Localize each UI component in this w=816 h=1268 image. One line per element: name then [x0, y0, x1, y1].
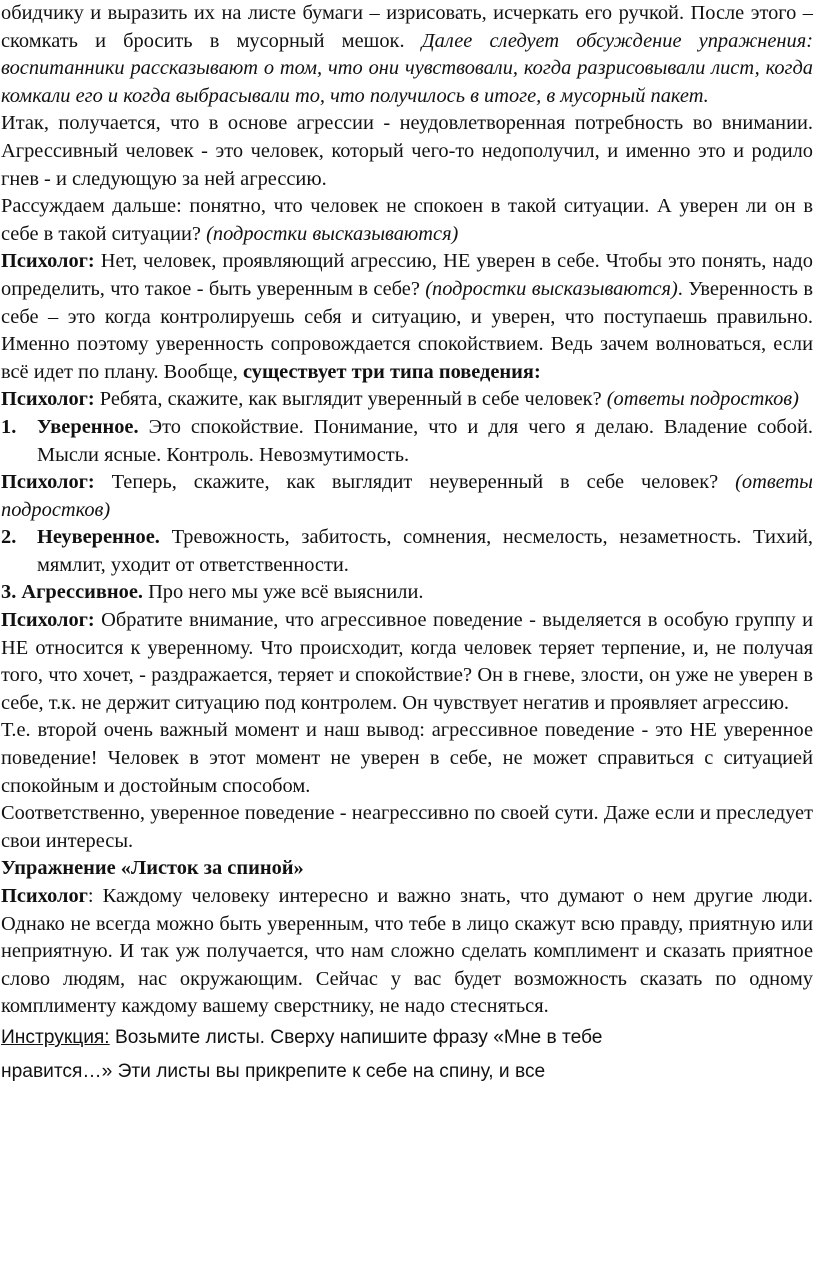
paragraph-exercise-end	[1, 0, 813, 110]
speaker-label: Психолог:	[1, 388, 95, 411]
list-item-confident	[1, 414, 813, 469]
paragraph-psychologist-confidence	[1, 248, 813, 386]
speaker-label: Психолог	[1, 885, 88, 907]
list-number: 2.	[1, 526, 17, 549]
paragraph-text: : Каждому человеку интересно и важно знать, что думают о нем другие люди. Однако не всегда можно быть уверенным, что тебе в лицо скажут всю правду, приятную или неприятную. И так уж получается, что нам сложно сделать комплимент и сказать приятное слово людям, нас окружающим. Сейчас у вас будет возможность сказать по одному комплименту каждому вашему сверстнику, не надо стесняться.	[1, 885, 813, 1018]
speaker-label: Психолог:	[1, 471, 95, 494]
list-item-body: Это спокойствие. Понимание, что и для чего я делаю. Владение собой. Мысли ясные. Контроль. Невозмутимость.	[37, 415, 813, 466]
list-item-insecure	[1, 524, 813, 579]
paragraph-text: . Уверенность в себе – это когда контролируешь себя и ситуацию, и уверен, что поступаешь правильно. Именно поэтому уверенность сопровождается спокойствием. Ведь зачем волноваться, если всё идет по плану. Вообще,	[1, 277, 813, 383]
paragraph-consequently: Соответственно, уверенное поведение - неагрессивно по своей сути. Даже если и преследует свои интересы.	[1, 802, 813, 852]
instruction-text: Возьмите листы. Сверху напишите фразу «Мне в тебе	[109, 1026, 603, 1048]
instruction-label: Инструкция:	[1, 1026, 110, 1048]
paragraph-psychologist-attention	[1, 607, 813, 717]
paragraph-bold-phrase: существует три типа поведения:	[242, 360, 541, 383]
list-item-title: 3. Агрессивное.	[1, 581, 143, 604]
instruction-line-1	[1, 1021, 813, 1055]
paragraph-italic-note: Далее следует обсуждение упражнения: воспитанники рассказывают о том, что они чувствовали, когда разрисовывали лист, когда комкали его и когда выбрасывали то, что получилось в итоге, в мусорный пакет.	[1, 29, 813, 107]
list-item-text	[37, 524, 813, 579]
paragraph-text: обидчику и выразить их на листе бумаги – изрисовать, исчеркать его ручкой. После этого – скомкать и бросить в мусорный мешок.	[1, 2, 813, 52]
paragraph-italic-note: (ответы подростков)	[606, 388, 799, 411]
paragraph-text: Обратите внимание, что агрессивное поведение - выделяется в особую группу и НЕ относится к уверенному. Что происходит, когда человек теряет терпение, и, не получая того, что хочет, - раздражается, теряет и спокойствие? Он в гневе, злости, он уже не уверен в себе, т.к. не держит ситуацию под контролем. Он чувствует негатив и проявляет агрессию.	[1, 609, 813, 714]
paragraph-italic-note: (ответы подростков)	[1, 471, 813, 521]
exercise-heading-text: Упражнение «Листок за спиной»	[1, 857, 304, 880]
paragraph-psychologist-compliment	[1, 883, 813, 1021]
exercise-heading	[1, 855, 813, 883]
paragraph-aggression-basis: Итак, получается, что в основе агрессии - неудовлетворенная потребность во внимании. Агрессивный человек - это человек, который чего-то недополучил, и именно это и родило гнев - и следующую за ней агрессию.	[1, 112, 813, 190]
paragraph-text: Нет, человек, проявляющий агрессию, НЕ уверен в себе. Чтобы это понять, надо определить, что такое - быть уверенным в себе?	[1, 250, 813, 300]
list-item-body: Тревожность, забитость, сомнения, несмелость, незаметность. Тихий, мямлит, уходит от ответственности.	[37, 526, 813, 576]
paragraph-text: Рассуждаем дальше: понятно, что человек не спокоен в такой ситуации. А уверен ли он в себе в такой ситуации?	[1, 195, 813, 245]
paragraph-italic-note: (подростки высказываются)	[206, 222, 459, 245]
paragraph-psychologist-question-1	[1, 386, 813, 414]
list-item-body: Про него мы уже всё выяснили.	[142, 581, 424, 604]
paragraph-text: Ребята, скажите, как выглядит уверенный в себе человек?	[94, 388, 607, 411]
paragraph-reasoning	[1, 193, 813, 248]
paragraph-italic-note: (подростки высказываются)	[425, 277, 678, 300]
paragraph-conclusion: Т.е. второй очень важный момент и наш вывод: агрессивное поведение - это НЕ уверенное поведение! Человек в этот момент не уверен в себе, не может справиться с ситуацией спокойным и достойным способом.	[1, 719, 813, 797]
instruction-line-2: нравится…» Эти листы вы прикрепите к себе на спину, и все	[1, 1060, 546, 1082]
list-item-aggressive	[1, 579, 813, 607]
instruction-block	[1, 1021, 813, 1089]
list-item-text	[37, 414, 813, 469]
speaker-label: Психолог:	[1, 250, 95, 273]
paragraph-psychologist-question-2	[1, 469, 813, 524]
speaker-label: Психолог:	[1, 609, 95, 632]
list-number: 1.	[1, 415, 17, 438]
list-item-title: Неуверенное.	[37, 526, 160, 549]
paragraph-text: Теперь, скажите, как выглядит неуверенный в себе человек?	[94, 471, 736, 494]
list-item-title: Уверенное.	[37, 415, 139, 438]
